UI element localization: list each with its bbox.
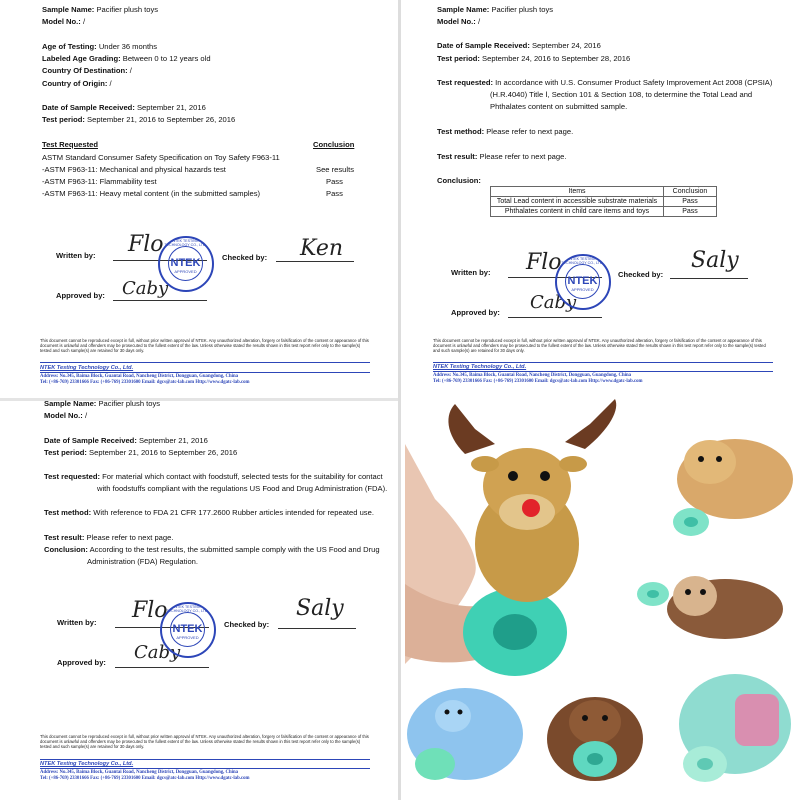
footer-contacts: Tel: (+86-769) 23301666 Fax: (+86-769) 23301600 Email: dgcs@atc-lab.com Http://www.dgatc-lab.com [40, 380, 250, 385]
writer-signature: Flo [128, 232, 164, 257]
brown-moose-plush-photo [547, 697, 643, 781]
footer-company: NTEK Testing Technology Co., Ltd. [433, 364, 527, 370]
requested-value: Phthalates content on submitted sample. [490, 102, 628, 111]
received-value: September 24, 2016 [531, 41, 601, 50]
approver-signature: Caby [530, 292, 577, 313]
requested-value: For material which contact with foodstuff, selected tests for the suitability for contact [102, 472, 383, 481]
method-value: Please refer to next page. [486, 127, 574, 136]
disclaimer-text: This document cannot be reproduced except in full, without prior written approval of NTEK. Any unauthorized alteration, forgery or falsification of the content or appearance of this document is unlawful and offenders may be prosecuted to the fullest extent of the law. Unless otherwise stated the results shown in this test report refer only to the sample(s) tested and such sample(s) are retained for 30 days only. [433, 338, 766, 354]
period-value: September 21, 2016 to September 26, 2016 [89, 448, 238, 457]
destination-label: Country Of Destination: [42, 66, 128, 75]
footer-address: Address: No.345, Baima Block, Guantai Road, Nancheng District, Dongguan, Guangdong, China [40, 374, 239, 379]
table-cell: Pass [664, 207, 717, 217]
result-value: Please refer to next page. [479, 152, 567, 161]
received-label: Date of Sample Received: [44, 436, 137, 445]
table-cell: Pass [664, 197, 717, 207]
period-label: Test period: [44, 448, 87, 457]
model-value: / [477, 17, 481, 26]
test-report-panel-2 [405, 0, 799, 394]
stamp-ring-text: NTEK TESTING TECHNOLOGY CO., LTD. [164, 239, 207, 247]
sample-name-value: Pacifier plush toys [98, 399, 161, 408]
footer-divider [433, 371, 773, 372]
conclusion-header: Conclusion [313, 140, 355, 149]
requested-value: (H.R.4040) Title Ⅰ, Section 101 & Section 108, to determine the Total Lead and [490, 90, 753, 99]
test-row-result: See results [316, 165, 354, 174]
table-cell: Phthalates content in child care items and toys [491, 207, 664, 217]
sample-name-label: Sample Name: [42, 5, 95, 14]
table-cell: Total Lead content in accessible substrate materials [491, 197, 664, 207]
product-photo-collage [405, 404, 799, 798]
test-row-result: Pass [326, 177, 343, 186]
approver-signature: Caby [122, 278, 169, 299]
moose-plush-photo [405, 399, 616, 676]
footer-company: NTEK Testing Technology Co., Ltd. [40, 761, 134, 767]
conclusion-value: According to the test results, the submitted sample comply with the US Food and Drug [89, 545, 380, 554]
table-header-cell: Items [491, 187, 664, 197]
monkey-plush-photo [637, 576, 783, 639]
age-label: Age of Testing: [42, 42, 97, 51]
requested-value: with foodstuffs compliant with the regulations US Food and Drug Administration (FDA). [97, 484, 388, 493]
result-value: Please refer to next page. [86, 533, 174, 542]
table-row [491, 207, 717, 217]
disclaimer-text: This document cannot be reproduced except in full, without prior written approval of NTEK. Any unauthorized alteration, forgery or falsification of the content or appearance of this document is unlawful and offenders may be prosecuted to the fullest extent of the law. Unless otherwise stated the results shown in this test report refer only to the sample(s) tested and such sample(s) are retained for 30 days only. [40, 734, 369, 750]
written-by-label: Written by: [57, 618, 97, 627]
destination-value: / [129, 66, 132, 75]
footer-divider [40, 362, 370, 363]
checked-by-line [670, 278, 748, 279]
method-value: With reference to FDA 21 CFR 177.2600 Rubber articles intended for repeated use. [93, 508, 374, 517]
dog-plush-photo [673, 439, 793, 536]
approved-by-label: Approved by: [57, 658, 106, 667]
ntek-stamp [555, 254, 611, 310]
plush-pacifier-photos [405, 404, 799, 798]
footer-contacts: Tel: (+86-769) 23301666 Fax: (+86-769) 23301600 Email: dgcs@atc-lab.com Http://www.dgatc-lab.com [40, 776, 250, 781]
origin-label: Country of Origin: [42, 79, 108, 88]
footer-company: NTEK Testing Technology Co., Ltd. [40, 365, 134, 371]
stamp-ring-text: NTEK TESTING TECHNOLOGY CO., LTD. [166, 605, 209, 613]
approved-by-line [508, 317, 602, 318]
vertical-divider [398, 0, 401, 800]
sample-name-label: Sample Name: [44, 399, 97, 408]
stamp-name: NTEK [567, 275, 598, 287]
test-row-name: -ASTM F963-11: Flammability test [42, 177, 157, 186]
approved-by-label: Approved by: [451, 308, 500, 317]
stamp-sub: APPROVED [174, 269, 197, 274]
blue-hippo-plush-photo [407, 688, 523, 780]
test-row-name: -ASTM F963-11: Mechanical and physical hazards test [42, 165, 226, 174]
requested-label: Test requested: [437, 78, 493, 87]
period-value: September 24, 2016 to September 28, 2016 [482, 54, 631, 63]
method-label: Test method: [44, 508, 92, 517]
result-label: Test result: [44, 533, 85, 542]
footer-address: Address: No.345, Baima Block, Guantai Road, Nancheng District, Dongguan, Guangdong, China [433, 373, 632, 378]
ntek-stamp [160, 602, 216, 658]
checked-by-label: Checked by: [224, 620, 270, 629]
result-label: Test result: [437, 152, 478, 161]
conclusion-table [490, 186, 717, 217]
checked-by-line [278, 628, 356, 629]
footer-divider [40, 759, 370, 760]
footer-address: Address: No.345, Baima Block, Guantai Road, Nancheng District, Dongguan, Guangdong, China [40, 770, 239, 775]
period-label: Test period: [42, 115, 85, 124]
checked-by-label: Checked by: [222, 253, 268, 262]
sample-name-label: Sample Name: [437, 5, 490, 14]
written-by-label: Written by: [56, 251, 96, 260]
ntek-stamp [158, 236, 214, 292]
test-row-name: ASTM Standard Consumer Safety Specification on Toy Safety F963-11 [42, 153, 280, 162]
model-value: / [84, 411, 88, 420]
footer-divider [40, 372, 370, 373]
origin-value: / [109, 79, 112, 88]
footer-divider [433, 362, 773, 363]
table-row [491, 197, 717, 207]
footer-contacts: Tel: (+86-769) 23301666 Fax: (+86-769) 23301600 Email: dgcs@atc-lab.com Http://www.dgatc-lab.com [433, 379, 643, 384]
model-value: / [82, 17, 86, 26]
approved-by-label: Approved by: [56, 291, 105, 300]
footer-divider [40, 768, 370, 769]
checked-by-label: Checked by: [618, 270, 664, 279]
conclusion-label: Conclusion: [44, 545, 88, 554]
labeled-age-value: Between 0 to 12 years old [122, 54, 211, 63]
test-row-name: -ASTM F963-11: Heavy metal content (in the submitted samples) [42, 189, 261, 198]
test-report-panel-3 [0, 399, 394, 798]
conclusion-label: Conclusion: [437, 176, 481, 185]
table-header-row [491, 187, 717, 197]
conclusion-value: Administration (FDA) Regulation. [87, 557, 198, 566]
stamp-name: NTEK [172, 623, 203, 635]
stamp-ring-text: NTEK TESTING TECHNOLOGY CO., LTD. [561, 257, 604, 265]
approver-signature: Caby [134, 642, 181, 663]
test-requested-header: Test Requested [42, 140, 98, 149]
period-value: September 21, 2016 to September 26, 2016 [87, 115, 236, 124]
period-label: Test period: [437, 54, 480, 63]
stamp-sub: APPROVED [571, 287, 594, 292]
model-label: Model No.: [44, 411, 83, 420]
checker-signature: Saly [691, 248, 739, 273]
writer-signature: Flo [526, 250, 562, 275]
sample-name-value: Pacifier plush toys [491, 5, 554, 14]
test-report-panel-1 [0, 0, 394, 394]
method-label: Test method: [437, 127, 485, 136]
labeled-age-label: Labeled Age Grading: [42, 54, 121, 63]
model-label: Model No.: [42, 17, 81, 26]
stamp-sub: APPROVED [176, 635, 199, 640]
requested-label: Test requested: [44, 472, 100, 481]
written-by-label: Written by: [451, 268, 491, 277]
test-row-result: Pass [326, 189, 343, 198]
table-header-cell: Conclusion [664, 187, 717, 197]
stamp-name: NTEK [170, 257, 201, 269]
sample-name-value: Pacifier plush toys [96, 5, 159, 14]
received-label: Date of Sample Received: [42, 103, 135, 112]
approved-by-line [113, 300, 207, 301]
checked-by-line [276, 261, 354, 262]
received-label: Date of Sample Received: [437, 41, 530, 50]
received-value: September 21, 2016 [136, 103, 206, 112]
approved-by-line [115, 667, 209, 668]
checker-signature: Ken [300, 236, 344, 261]
age-value: Under 36 months [98, 42, 158, 51]
checker-signature: Saly [296, 596, 344, 621]
requested-value: In accordance with U.S. Consumer Product Safety Improvement Act 2008 (CPSIA) [495, 78, 773, 87]
disclaimer-text: This document cannot be reproduced except in full, without prior written approval of NTEK. Any unauthorized alteration, forgery or falsification of the content or appearance of this document is unlawful and offenders may be prosecuted to the fullest extent of the law. Unless otherwise stated the results shown in this test report refer only to the sample(s) tested and such sample(s) are retained for 30 days only. [40, 338, 369, 354]
model-label: Model No.: [437, 17, 476, 26]
writer-signature: Flo [132, 598, 168, 623]
received-value: September 21, 2016 [138, 436, 208, 445]
pink-elephant-plush-photo [679, 674, 791, 782]
